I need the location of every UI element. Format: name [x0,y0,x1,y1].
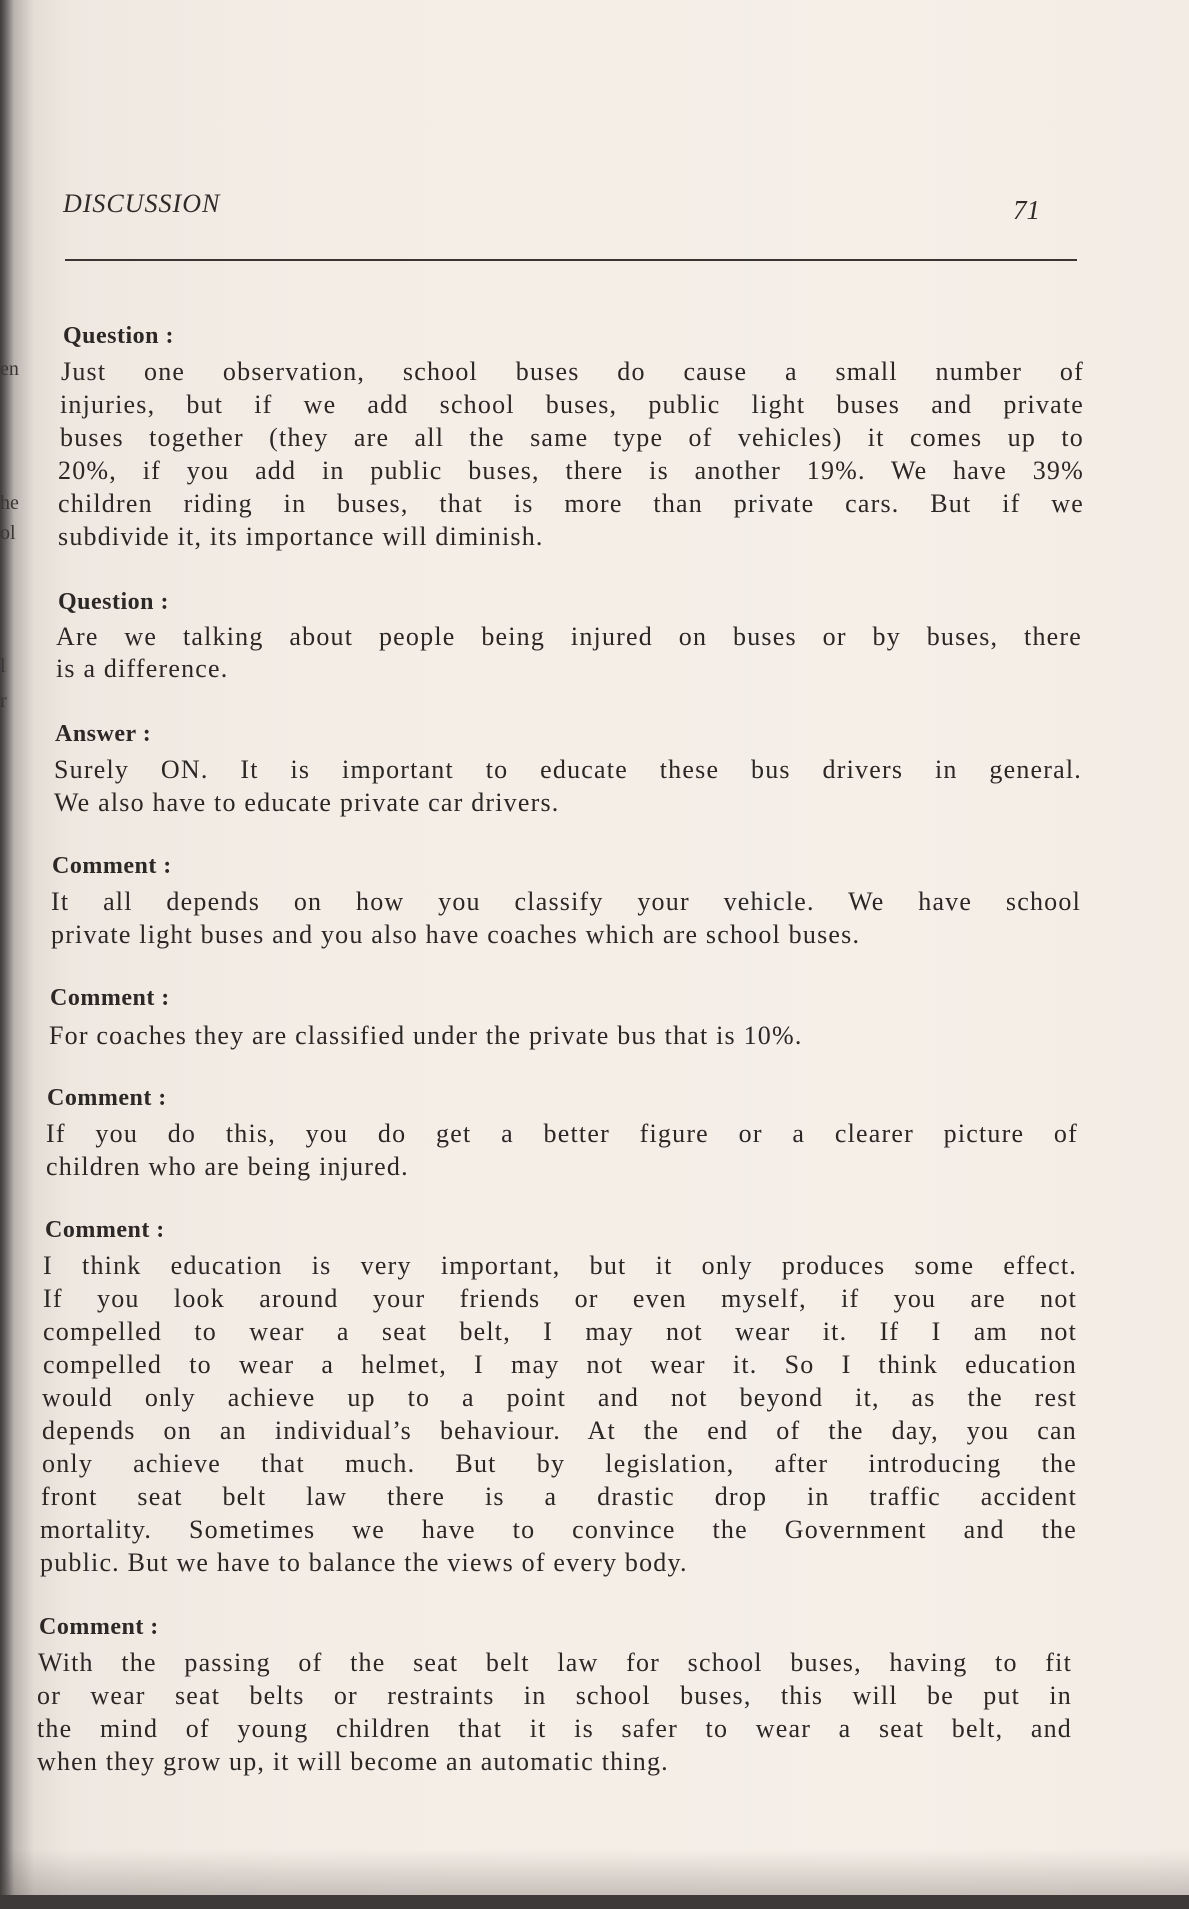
page-number: 71 [1013,195,1040,225]
entry-label: Question : [63,323,175,349]
entry-line: subdivide it, its importance will diminish. [58,522,544,551]
entry-line: Surely ON. It is important to educate these bus drivers in general. [54,755,1082,784]
entry-line: front seat belt law there is a drastic drop in traffic accident [41,1482,1077,1511]
margin-fragment: r [0,690,7,712]
margin-fragment: ol [0,522,16,544]
entry-line: mortality. Sometimes we have to convince the Government and the [40,1515,1077,1544]
entry-line: For coaches they are classified under the private bus that is 10%. [49,1021,803,1050]
entry-line: only achieve that much. But by legislation, after introducing the [42,1449,1077,1478]
entry-line: It all depends on how you classify your vehicle. We have school [51,887,1081,916]
entry-label: Question : [58,589,170,615]
entry-line: Just one observation, school buses do cause a small number of [61,357,1084,386]
entry-line: private light buses and you also have coaches which are school buses. [51,920,861,949]
entry-line: I think education is very important, but it only produces some effect. [43,1251,1077,1280]
entry-line: depends on an individual’s behaviour. At the end of the day, you can [42,1416,1077,1445]
entry-line: If you do this, you do get a better figure or a clearer picture of [46,1119,1078,1148]
entry-line: With the passing of the seat belt law for school buses, having to fit [38,1648,1072,1677]
entry-label: Comment : [45,1217,165,1243]
entry-label: Answer : [55,721,152,747]
entry-line: We also have to educate private car drivers. [54,788,560,817]
entry-line: is a difference. [56,654,229,683]
entry-line: public. But we have to balance the views of every body. [40,1548,688,1577]
entry-line: injuries, but if we add school buses, public light buses and private [60,390,1084,419]
page-bottom-edge [0,1895,1189,1909]
margin-fragment: he [0,492,19,514]
margin-fragment: l [0,655,6,677]
entry-line: children who are being injured. [46,1152,409,1181]
entry-line: Are we talking about people being injured on buses or by buses, there [56,622,1082,651]
entry-line: children riding in buses, that is more than private cars. But if we [58,489,1084,518]
entry-label: Comment : [39,1614,159,1640]
entry-label: Comment : [47,1085,167,1111]
header-rule [65,259,1077,261]
entry-line: If you look around your friends or even myself, if you are not [43,1284,1077,1313]
entry-line: compelled to wear a helmet, I may not wear it. So I think education [43,1350,1077,1379]
entry-line: would only achieve up to a point and not beyond it, as the rest [42,1383,1077,1412]
entry-label: Comment : [50,985,170,1011]
entry-line: 20%, if you add in public buses, there is another 19%. We have 39% [58,456,1084,485]
entry-line: when they grow up, it will become an automatic thing. [37,1747,669,1776]
entry-label: Comment : [52,853,172,879]
entry-line: or wear seat belts or restraints in school buses, this will be put in [37,1681,1072,1710]
entry-line: buses together (they are all the same type of vehicles) it comes up to [60,423,1084,452]
entry-line: the mind of young children that it is safer to wear a seat belt, and [37,1714,1072,1743]
entry-line: compelled to wear a seat belt, I may not wear it. If I am not [43,1317,1077,1346]
margin-fragment: en [0,358,19,380]
running-head: DISCUSSION [63,189,221,218]
